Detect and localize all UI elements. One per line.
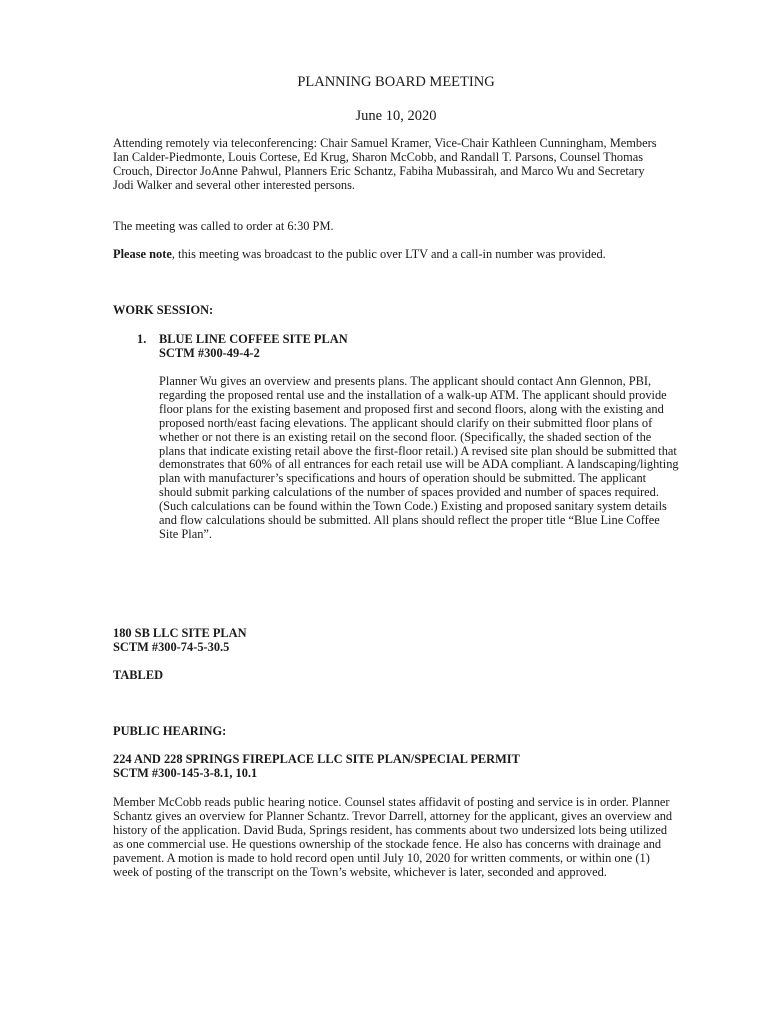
page-title: PLANNING BOARD MEETING	[297, 74, 495, 90]
note-text: , this meeting was broadcast to the public over LTV and a call-in number was provided.	[171, 247, 606, 261]
attendance-paragraph: Attending remotely via teleconferencing: Chair Samuel Kramer, Vice-Chair Kathleen Cunningham, Members Ian Calder-Piedmonte, Louis Cortese, Ed Krug, Sharon McCobb, and Randall T. Parsons, Counsel Thomas Crouch, Director JoAnne Pahwul, Planners Eric Schantz, Fabiha Mubassirah, and Marco Wu and Secretary Jodi Walker and several other interested persons.	[113, 136, 657, 192]
springs-fireplace-title: 224 AND 228 SPRINGS FIREPLACE LLC SITE PLAN/SPECIAL PERMIT	[113, 752, 520, 766]
meeting-date: June 10, 2020	[355, 108, 437, 124]
springs-fireplace-body: Member McCobb reads public hearing notice. Counsel states affidavit of posting and service is in order. Planner Schantz gives an overview for Planner Schantz. Trevor Darrell, attorney for the applicant, gives an overview and history of the application. David Buda, Springs resident, has comments about two undersized lots being utilized as one commercial use. He questions ownership of the stockade fence. He also has concerns with drainage and pavement. A motion is made to hold record open until July 10, 2020 for written comments, or within one (1) week of posting of the transcript on the Town’s website, whichever is later, seconded and approved.	[113, 795, 673, 879]
sb-llc-title: 180 SB LLC SITE PLAN	[113, 626, 247, 640]
blue-line-sctm: SCTM #300-49-4-2	[159, 346, 260, 360]
broadcast-note	[113, 248, 680, 262]
sb-llc-sctm: SCTM #300-74-5-30.5	[113, 640, 230, 654]
call-to-order: The meeting was called to order at 6:30 PM.	[113, 219, 334, 233]
work-session-heading: WORK SESSION:	[113, 303, 214, 317]
public-hearing-heading: PUBLIC HEARING:	[113, 724, 227, 738]
item-number: 1.	[137, 332, 147, 346]
sb-llc-status: TABLED	[113, 668, 164, 682]
note-label: Please note	[113, 247, 172, 261]
springs-fireplace-sctm: SCTM #300-145-3-8.1, 10.1	[113, 766, 258, 780]
blue-line-title: BLUE LINE COFFEE SITE PLAN	[159, 332, 348, 346]
blue-line-body: Planner Wu gives an overview and presents plans. The applicant should contact Ann Glennon, PBI, regarding the proposed rental use and the installation of a walk-up ATM. The applicant should provide floor plans for the existing basement and proposed first and second floors, along with the existing and proposed north/east facing elevations. The applicant should clarify on their submitted floor plans of whether or not there is an existing retail on the second floor. (Specifically, the shaded section of the plans that indicate existing retail above the first-floor retail.) A revised site plan should be submitted that demonstrates that 60% of all entrances for each retail use will be ADA compliant. A landscaping/lighting plan with manufacturer’s specifications and hours of operation should be submitted. The applicant should submit parking calculations of the number of spaces provided and number of spaces required. (Such calculations can be found within the Town Code.) Existing and proposed sanitary system details and flow calculations should be submitted. All plans should reflect the proper title “Blue Line Coffee Site Plan”.	[159, 374, 679, 541]
